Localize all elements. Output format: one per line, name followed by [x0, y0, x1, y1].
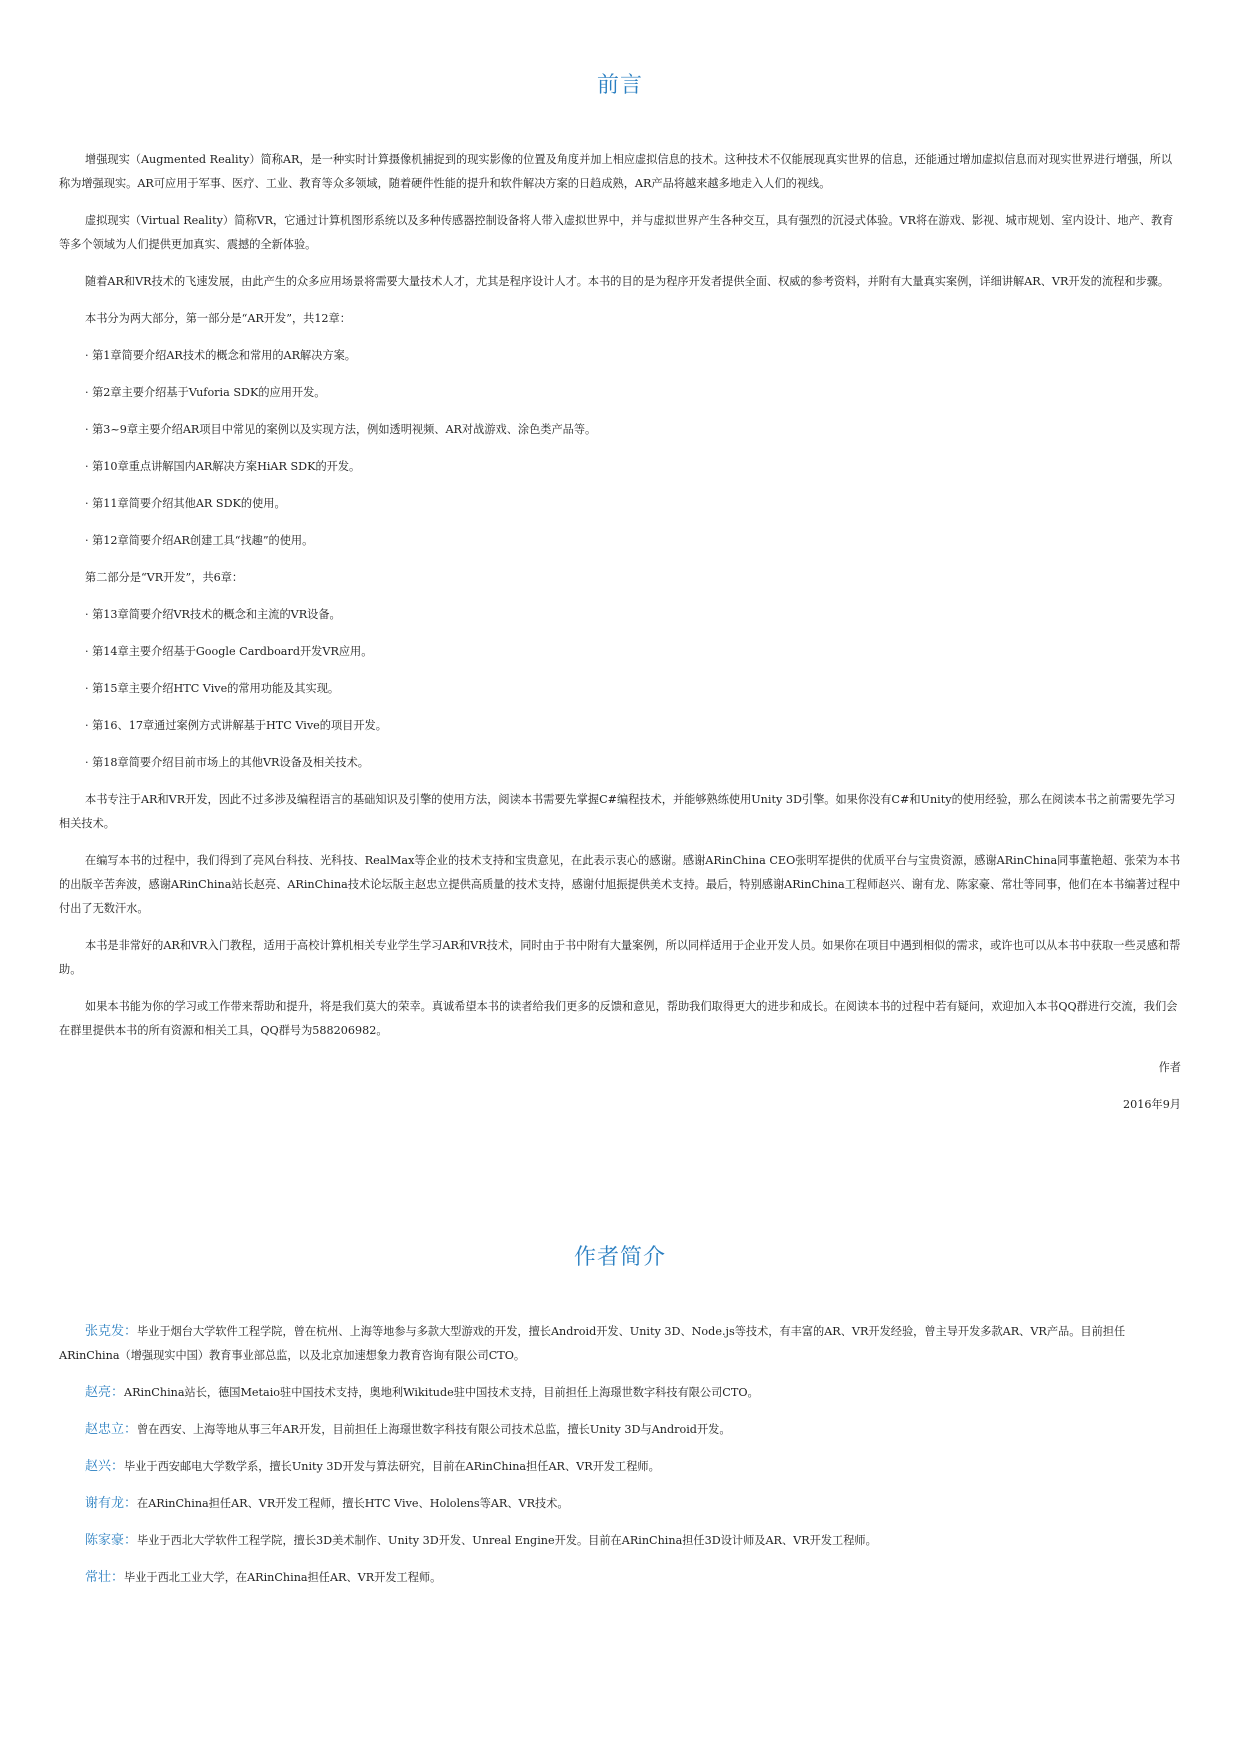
author-entry — [59, 1566, 1181, 1590]
author-entry — [59, 1529, 1181, 1553]
preface-body — [59, 148, 1181, 1130]
author-name: 赵忠立： — [85, 1422, 138, 1437]
preface-title: 前言 — [596, 73, 643, 98]
author-name: 谢有龙： — [85, 1496, 138, 1511]
author-name: 赵亮： — [85, 1385, 125, 1400]
authors-heading-wrap — [0, 1240, 1240, 1271]
preface-paragraph: 如果本书能为你的学习或工作带来帮助和提升，将是我们莫大的荣幸。真诚希望本书的读者给我们更多的反馈和意见，帮助我们取得更大的进步和成长。在阅读本书的过程中若有疑问，欢迎加入本书QQ群进行交流，我们会在群里提供本书的所有资源和相关工具，QQ群号为588206982。 — [59, 1000, 1178, 1037]
author-name: 陈家豪： — [85, 1533, 138, 1548]
author-name: 张克发： — [85, 1324, 138, 1339]
author-entry — [59, 1455, 1181, 1479]
author-entry — [59, 1381, 1181, 1405]
preface-heading-wrap — [0, 68, 1240, 99]
author-bio: 毕业于西北工业大学，在ARinChina担任AR、VR开发工程师。 — [124, 1571, 442, 1584]
author-bio: ARinChina站长，德国Metaio驻中国技术支持，奥地利Wikitude驻中国技术支持，目前担任上海璟世数字科技有限公司CTO。 — [124, 1386, 759, 1399]
author-entry — [59, 1492, 1181, 1516]
chapter-list-item: · 第10章重点讲解国内AR解决方案HiAR SDK的开发。 — [85, 460, 361, 473]
author-bio: 毕业于西安邮电大学数学系，擅长Unity 3D开发与算法研究，目前在ARinChina担任AR、VR开发工程师。 — [124, 1460, 660, 1473]
chapter-list-item: · 第11章简要介绍其他AR SDK的使用。 — [85, 497, 286, 510]
author-name: 赵兴： — [85, 1459, 125, 1474]
authors-body — [59, 1320, 1181, 1603]
author-bio: 毕业于西北大学软件工程学院，擅长3D美术制作、Unity 3D开发、Unreal Engine开发。目前在ARinChina担任3D设计师及AR、VR开发工程师。 — [137, 1534, 877, 1547]
author-bio: 在ARinChina担任AR、VR开发工程师，擅长HTC Vive、Hololens等AR、VR技术。 — [137, 1497, 569, 1510]
preface-paragraph: 随着AR和VR技术的飞速发展，由此产生的众多应用场景将需要大量技术人才，尤其是程序设计人才。本书的目的是为程序开发者提供全面、权威的参考资料，并附有大量真实案例，详细讲解AR、VR开发的流程和步骤。 — [85, 275, 1170, 288]
chapter-list-item: · 第2章主要介绍基于Vuforia SDK的应用开发。 — [85, 386, 326, 399]
preface-paragraph: 虚拟现实（Virtual Reality）简称VR，它通过计算机图形系统以及多种传感器控制设备将人带入虚拟世界中，并与虚拟世界产生各种交互，具有强烈的沉浸式体验。VR将在游戏、影视、城市规划、室内设计、地产、教育等多个领域为人们提供更加真实、震撼的全新体验。 — [59, 214, 1174, 251]
author-bio: 毕业于烟台大学软件工程学院，曾在杭州、上海等地参与多款大型游戏的开发，擅长Android开发、Unity 3D、Node.js等技术，有丰富的AR、VR开发经验，曾主导开发多款AR、VR产品。目前担任ARinChina（增强现实中国）教育事业部总监，以及北京加速想象力教育咨询有限公司CTO。 — [59, 1325, 1126, 1362]
author-bio: 曾在西安、上海等地从事三年AR开发，目前担任上海璟世数字科技有限公司技术总监，擅长Unity 3D与Android开发。 — [137, 1423, 731, 1436]
preface-date: 2016年9月 — [1123, 1098, 1181, 1111]
chapter-list-item: · 第14章主要介绍基于Google Cardboard开发VR应用。 — [85, 645, 373, 658]
author-name: 常壮： — [85, 1570, 125, 1585]
preface-paragraph: 本书是非常好的AR和VR入门教程，适用于高校计算机相关专业学生学习AR和VR技术，同时由于书中附有大量案例，所以同样适用于企业开发人员。如果你在项目中遇到相似的需求，或许也可以从本书中获取一些灵感和帮助。 — [59, 939, 1181, 976]
author-entry — [59, 1320, 1181, 1368]
chapter-list-item: · 第18章简要介绍目前市场上的其他VR设备及相关技术。 — [85, 756, 369, 769]
chapter-list-item: · 第12章简要介绍AR创建工具“找趣”的使用。 — [85, 534, 314, 547]
preface-paragraph: 在编写本书的过程中，我们得到了亮风台科技、光科技、RealMax等企业的技术支持和宝贵意见，在此表示衷心的感谢。感谢ARinChina CEO张明军提供的优质平台与宝贵资源，感谢ARinChina同事董艳超、张荣为本书的出版辛苦奔波，感谢ARinChina站长赵亮、ARinChina技术论坛版主赵忠立提供高质量的技术支持，感谢付旭振提供美术支持。最后，特别感谢ARinChina工程师赵兴、谢有龙、陈家豪、常壮等同事，他们在本书编著过程中付出了无数汗水。 — [59, 854, 1181, 915]
chapter-list-item: · 第3~9章主要介绍AR项目中常见的案例以及实现方法，例如透明视频、AR对战游戏、涂色类产品等。 — [85, 423, 597, 436]
chapter-list-item: · 第16、17章通过案例方式讲解基于HTC Vive的项目开发。 — [85, 719, 387, 732]
chapter-list-item: · 第13章简要介绍VR技术的概念和主流的VR设备。 — [85, 608, 341, 621]
preface-signature: 作者 — [1158, 1061, 1181, 1074]
part2-intro: 第二部分是“VR开发”，共6章： — [85, 571, 244, 584]
authors-title: 作者简介 — [573, 1245, 666, 1270]
preface-paragraph: 增强现实（Augmented Reality）简称AR，是一种实时计算摄像机捕捉到的现实影像的位置及角度并加上相应虚拟信息的技术。这种技术不仅能展现真实世界的信息，还能通过增加虚拟信息而对现实世界进行增强，所以称为增强现实。AR可应用于军事、医疗、工业、教育等众多领域，随着硬件性能的提升和软件解决方案的日趋成熟，AR产品将越来越多地走入人们的视线。 — [59, 153, 1173, 190]
author-entry — [59, 1418, 1181, 1442]
chapter-list-item: · 第1章简要介绍AR技术的概念和常用的AR解决方案。 — [85, 349, 356, 362]
preface-paragraph: 本书专注于AR和VR开发，因此不过多涉及编程语言的基础知识及引擎的使用方法，阅读本书需要先掌握C#编程技术，并能够熟练使用Unity 3D引擎。如果你没有C#和Unity的使用经验，那么在阅读本书之前需要先学习相关技术。 — [59, 793, 1176, 830]
preface-paragraph: 本书分为两大部分，第一部分是“AR开发”，共12章： — [85, 312, 351, 325]
chapter-list-item: · 第15章主要介绍HTC Vive的常用功能及其实现。 — [85, 682, 340, 695]
